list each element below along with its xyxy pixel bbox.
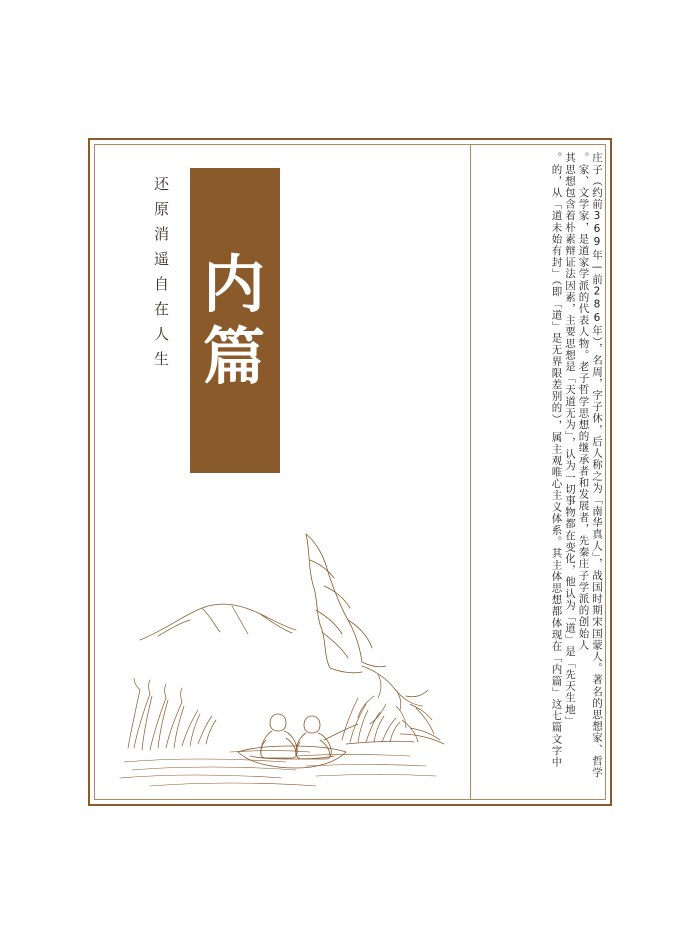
reeds-right — [342, 698, 400, 742]
figures — [261, 714, 358, 759]
text-column-1: 庄子（约前369年—前286年），名周，字子休，后人称之为「南华真人」，战国时期宋国蒙人。著名的思想家、哲学 — [591, 152, 603, 779]
water-lines — [120, 751, 436, 787]
reeds-left — [128, 678, 216, 750]
text-column-3: 其思想包含着朴素辩证法因素，主要思想是「天道无为」，认为一切事物都在变化，他认为「道」是「先天生地」 — [564, 152, 576, 727]
vertical-text-block — [474, 152, 602, 796]
page-subtitle: 还原消遥自在人生 — [152, 176, 170, 376]
title-block — [190, 168, 280, 473]
title-char-2: 篇 — [202, 319, 267, 393]
cliff-rock — [306, 534, 386, 673]
pine-branches — [358, 666, 434, 742]
title-area — [140, 168, 280, 478]
column-divider — [470, 144, 471, 800]
text-column-2: 家、文学家，是道家学派的代表人物。老子哲学思想的继承者和发展者，先秦庄子学派的创始人。 — [577, 152, 590, 651]
illustration — [110, 490, 462, 790]
landscape-illustration-svg — [110, 490, 462, 790]
shoreline — [346, 728, 444, 744]
title-char-1: 内 — [202, 248, 267, 322]
mountain-ridge — [140, 604, 296, 640]
text-column-4: 的，从「道未始有封」（即「道」是无界限差别的），属主观唯心主义体系。其主体思想都体现在「内篇」这七篇文字中。 — [550, 152, 563, 768]
